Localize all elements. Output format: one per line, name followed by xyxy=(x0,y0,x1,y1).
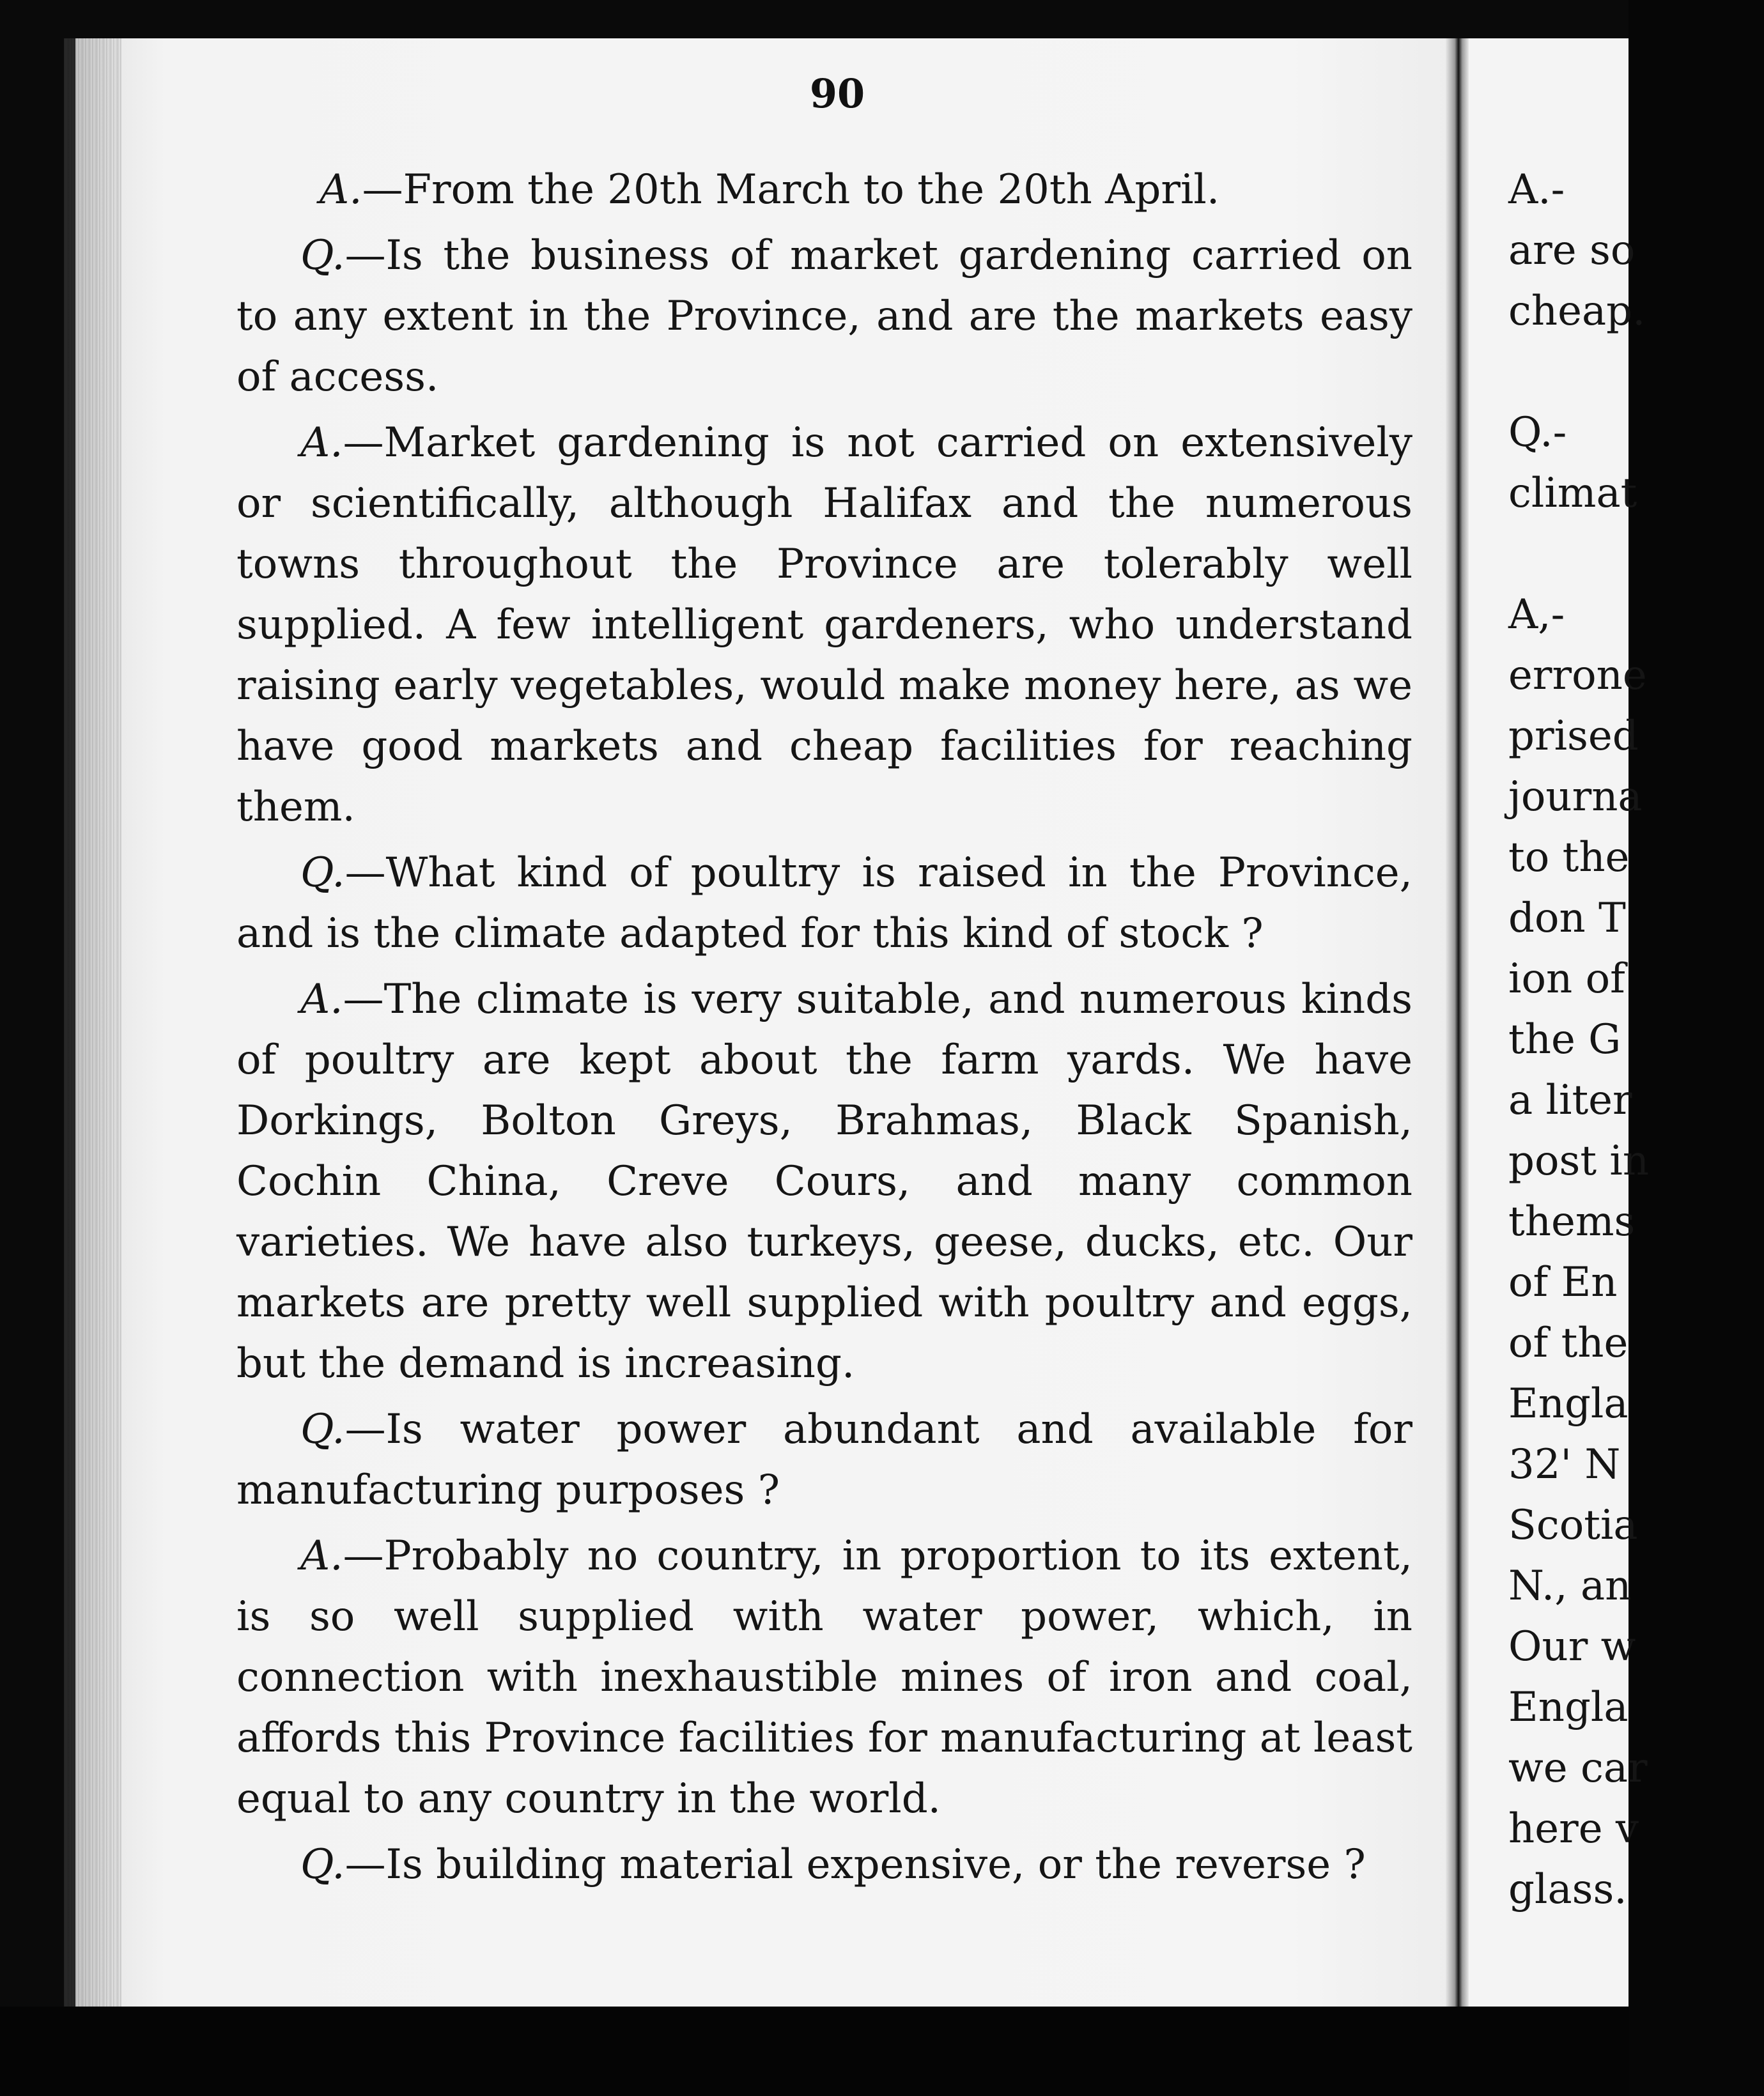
right-page-line: Q.- xyxy=(1508,409,1567,456)
paragraph xyxy=(236,160,1412,220)
right-page-line xyxy=(1508,524,1764,585)
scan-bottom-edge xyxy=(0,2007,1629,2096)
speaker-label: Q. xyxy=(300,232,345,279)
speaker-label: A. xyxy=(300,1532,343,1580)
right-page-line: here v xyxy=(1508,1805,1639,1853)
paragraph xyxy=(236,1526,1412,1830)
page-number: 90 xyxy=(809,70,865,117)
right-page-line: Our w xyxy=(1508,1623,1636,1670)
right-page-line: of the xyxy=(1508,1320,1629,1367)
speaker-label: A. xyxy=(300,976,343,1023)
right-page-line: the G xyxy=(1508,1016,1621,1063)
right-page-line: A,- xyxy=(1508,591,1565,638)
paragraph-text: —Is the business of market gardening carried on to any extent in the Province, and are the markets easy of access. xyxy=(236,232,1412,401)
paragraph-text: —Market gardening is not carried on extensively or scientifically, although Halifax and the numerous towns throughout the Province are tolerably well supplied. A few intelligent gardeners, who understand raising early vegetables, would make money here, as we have good markets and cheap facilities for reaching them. xyxy=(236,419,1412,831)
paragraph-text: —What kind of poultry is raised in the Province, and is the climate adapted for this kind of stock ? xyxy=(236,849,1412,957)
paragraph xyxy=(236,413,1412,838)
right-page-text xyxy=(1508,160,1764,1920)
right-page-line: Scotia xyxy=(1508,1502,1638,1549)
right-page-line: journa xyxy=(1508,773,1643,821)
speaker-label: Q. xyxy=(300,1406,345,1453)
right-page-line: N., an xyxy=(1508,1562,1632,1610)
paragraph-text: —From the 20th March to the 20th April. xyxy=(362,166,1220,213)
right-page-line: prised xyxy=(1508,713,1639,760)
right-page-line: 32' N xyxy=(1508,1441,1621,1488)
speaker-label: A. xyxy=(300,419,343,466)
right-page-line: errone xyxy=(1508,652,1647,699)
page-body xyxy=(236,160,1412,1900)
right-page-line: climat xyxy=(1508,470,1637,517)
speaker-label: A. xyxy=(320,166,362,213)
paragraph xyxy=(236,1835,1412,1895)
right-page-line: of En xyxy=(1508,1259,1618,1306)
page-edge-shading xyxy=(64,38,121,2007)
right-page-line: post in xyxy=(1508,1137,1650,1185)
speaker-label: Q. xyxy=(300,849,345,897)
right-page-line: A.- xyxy=(1508,166,1565,213)
right-page-line xyxy=(1508,342,1764,403)
paragraph xyxy=(236,843,1412,964)
right-page-line: Engla xyxy=(1508,1684,1629,1731)
paragraph xyxy=(236,1399,1412,1521)
right-page-line: are so xyxy=(1508,227,1636,274)
right-page-line: cheap. xyxy=(1508,288,1646,335)
right-page-line: ion of xyxy=(1508,955,1625,1003)
paragraph xyxy=(236,226,1412,408)
right-page-line: Engla xyxy=(1508,1380,1629,1428)
paragraph-text: —The climate is very suitable, and numerous kinds of poultry are kept about the farm yards. We have Dorkings, Bolton Greys, Brahmas, Black Spanish, Cochin China, Creve Cours, and many common varieties. We have also turkeys, geese, ducks, etc. Our markets are pretty well supplied with poultry and eggs, but the demand is increasing. xyxy=(236,976,1412,1387)
right-page-line: we car xyxy=(1508,1745,1648,1792)
right-page-line: don T xyxy=(1508,895,1626,942)
speaker-label: Q. xyxy=(300,1841,345,1888)
paragraph xyxy=(236,969,1412,1394)
right-page-line: a liter xyxy=(1508,1077,1632,1124)
right-page-line: to the xyxy=(1508,834,1630,881)
right-page-line: thems xyxy=(1508,1198,1636,1245)
book-gutter xyxy=(1446,38,1469,2045)
right-page-line: glass. xyxy=(1508,1866,1627,1913)
paragraph-text: —Is water power abundant and available for manufacturing purposes ? xyxy=(236,1406,1412,1514)
paragraph-text: —Is building material expensive, or the reverse ? xyxy=(344,1841,1366,1888)
paragraph-text: —Probably no country, in proportion to its extent, is so well supplied with water power, which, in connection with inexhaustible mines of iron and coal, affords this Province facilities for manufacturing at least equal to any country in the world. xyxy=(236,1532,1412,1822)
